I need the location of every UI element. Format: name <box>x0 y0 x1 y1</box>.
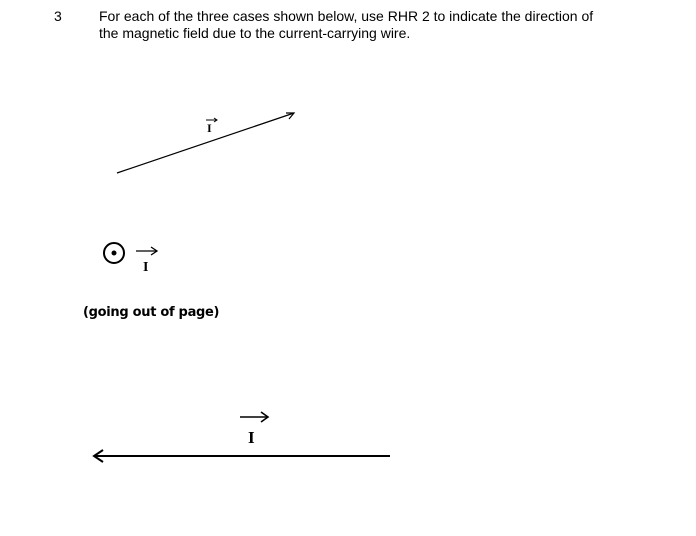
question-text-line-2: the magnetic field due to the current-carrying wire. <box>99 25 411 41</box>
case2-out-of-page-symbol <box>104 243 124 263</box>
case2-caption: (going out of page) <box>83 305 220 320</box>
question-text-line-1: For each of the three cases shown below, use RHR 2 to indicate the direction of <box>99 8 594 24</box>
case2-vector-arrow <box>136 247 157 255</box>
case3-vector-arrow <box>240 412 268 422</box>
case2-current-label: I <box>143 260 149 275</box>
case2-dot <box>112 251 117 256</box>
case3-wire <box>94 450 390 462</box>
question-number: 3 <box>54 8 62 24</box>
case1-wire <box>117 113 294 173</box>
case1-wire-line <box>117 113 294 173</box>
case3-current-label: I <box>248 428 255 447</box>
case1-current-label: I <box>207 121 212 135</box>
